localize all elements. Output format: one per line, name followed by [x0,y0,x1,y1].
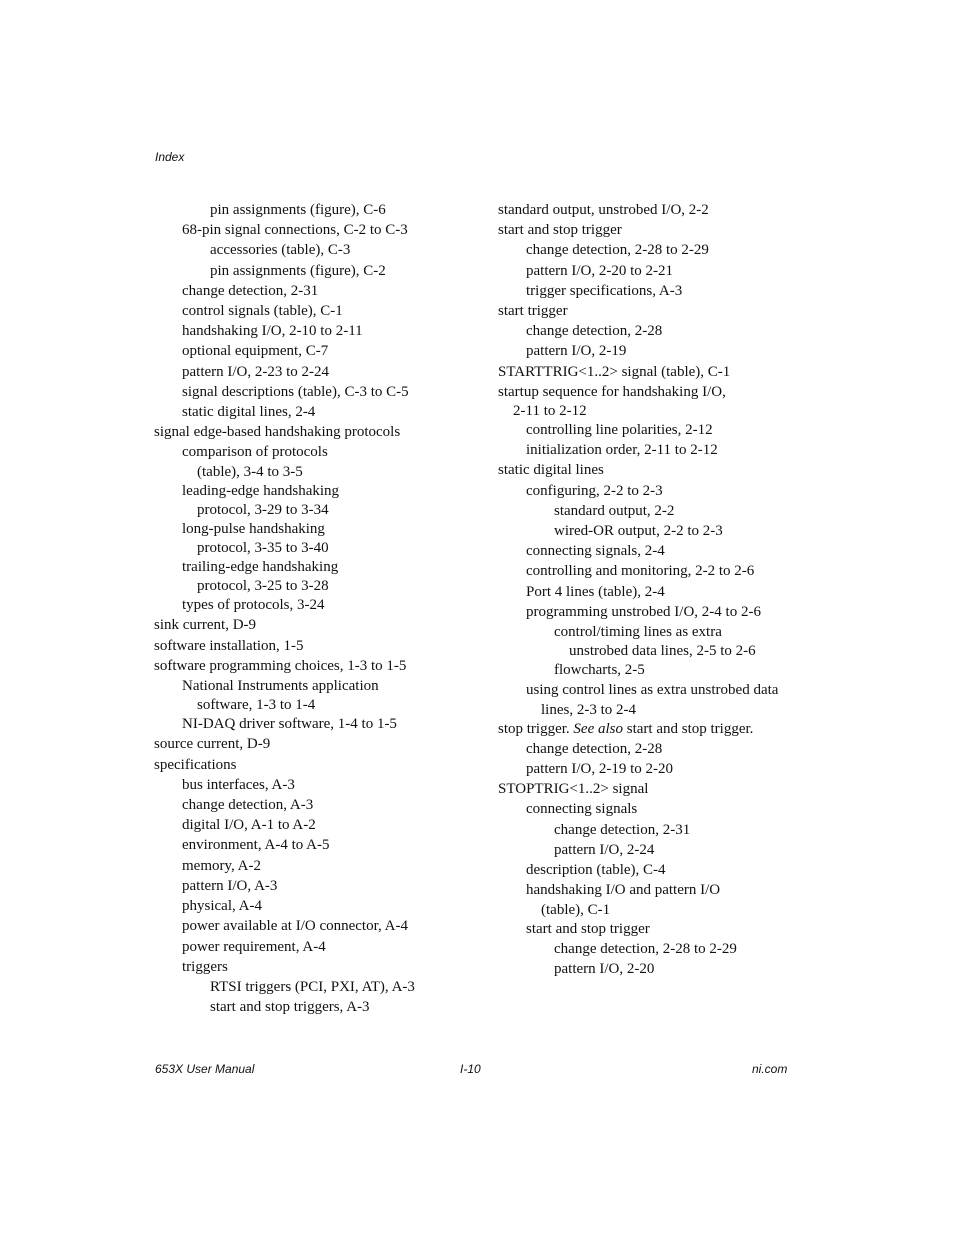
index-entry-text: control signals (table), C-1 [182,303,343,320]
index-entry-text: software installation, 1-5 [154,637,304,654]
index-entry [154,615,454,635]
index-entry [498,660,793,680]
index-entry [498,440,793,460]
index-entry-text: change detection, 2-28 [526,740,663,757]
index-entry-text: types of protocols, 3-24 [182,597,325,614]
index-entry [154,795,454,815]
index-entry-text: trigger specifications, A-3 [526,282,683,299]
index-entry-text: change detection, 2-31 [182,282,319,299]
index-entry [498,719,793,739]
index-entry-continuation: unstrobed data lines, 2-5 to 2-6 [569,643,756,660]
index-entry-text: National Instruments application [182,678,379,695]
index-entry-text: comparison of protocols [182,444,328,461]
index-entry-text: accessories (table), C-3 [210,242,351,259]
index-entry-continuation: software, 1-3 to 1-4 [197,697,316,714]
index-entry [154,341,454,361]
index-entry [154,519,454,557]
index-column-right [498,200,793,979]
index-entry-continuation: lines, 2-3 to 2-4 [541,701,636,718]
index-entry [154,321,454,341]
index-entry-text: standard output, unstrobed I/O, 2-2 [498,202,709,218]
index-entry-text: trailing-edge handshaking [182,559,339,576]
index-entry-text: start trigger [498,303,568,320]
index-entry [498,481,793,501]
running-header: Index [155,150,185,164]
index-entry-text: description (table), C-4 [526,862,666,879]
index-entry-text: pattern I/O, 2-20 [554,960,655,977]
index-entry-text: change detection, 2-31 [554,821,691,838]
index-entry-text: pattern I/O, 2-19 to 2-20 [526,761,674,778]
index-entry-continuation: 2-11 to 2-12 [513,403,587,420]
index-entry-text: connecting signals, 2-4 [526,543,665,560]
index-entry-text: static digital lines [498,462,604,479]
index-entry [154,301,454,321]
index-entry [154,442,454,480]
see-also-label: See also [573,720,623,737]
index-entry-text: pattern I/O, 2-19 [526,343,627,360]
index-entry [154,362,454,382]
index-entry-text: static digital lines, 2-4 [182,404,316,421]
index-entry-text: source current, D-9 [154,736,271,753]
index-entry-continuation: (table), C-1 [541,901,611,918]
index-entry [154,876,454,896]
index-entry-text: power available at I/O connector, A-4 [182,918,408,935]
index-entry-text: sink current, D-9 [154,617,257,634]
index-entry-text: standard output, 2-2 [554,502,675,519]
index-entry [498,521,793,541]
index-entry [498,959,793,979]
index-entry-text: long-pulse handshaking [182,520,325,537]
index-entry [498,860,793,880]
index-entry [498,919,793,939]
index-entry-text: STARTTRIG<1..2> signal (table), C-1 [498,363,731,380]
index-entry [154,636,454,656]
index-entry-text: pattern I/O, 2-20 to 2-21 [526,262,674,279]
index-entry-text: flowcharts, 2-5 [554,662,645,679]
footer-manual-title: 653X User Manual [155,1062,255,1076]
index-entry-text: Port 4 lines (table), 2-4 [526,583,665,600]
index-entry [498,220,793,240]
index-entry [154,676,454,714]
index-entry-text: stop trigger. [498,720,574,737]
index-entry-text: initialization order, 2-11 to 2-12 [526,442,718,459]
index-entry [498,420,793,440]
index-entry-text: triggers [182,958,228,975]
index-entry [498,799,793,819]
index-entry [154,402,454,422]
index-entry-text: physical, A-4 [182,898,262,915]
index-entry [154,977,454,997]
index-entry [498,820,793,840]
index-entry [154,957,454,977]
index-entry-text: handshaking I/O and pattern I/O [526,882,721,899]
index-entry-text: NI-DAQ driver software, 1-4 to 1-5 [182,716,397,733]
index-entry [498,200,793,220]
index-entry [498,880,793,918]
index-entry [498,622,793,660]
index-entry [498,460,793,480]
index-entry-text: pattern I/O, 2-24 [554,841,655,858]
index-entry [154,916,454,936]
index-entry-text: start and stop triggers, A-3 [210,999,370,1016]
index-entry-text: programming unstrobed I/O, 2-4 to 2-6 [526,603,761,620]
index-entry-text: start and stop trigger [526,920,650,937]
index-entry-text: digital I/O, A-1 to A-2 [182,817,316,834]
index-entry [498,301,793,321]
index-entry [498,680,793,718]
index-entry [498,362,793,382]
footer-website: ni.com [752,1062,788,1076]
index-entry [498,341,793,361]
cross-reference-target: start and stop trigger. [623,720,754,737]
index-column-left [154,200,454,1017]
index-entry [498,240,793,260]
index-entry-text: signal descriptions (table), C-3 to C-5 [182,383,409,400]
index-entry-continuation: (table), 3-4 to 3-5 [197,463,303,480]
index-entry-text: pin assignments (figure), C-2 [210,262,386,279]
index-entry-text: change detection, 2-28 to 2-29 [526,242,709,259]
index-entry [154,937,454,957]
index-entry-text: environment, A-4 to A-5 [182,837,330,854]
index-entry-text: RTSI triggers (PCI, PXI, AT), A-3 [210,978,415,995]
index-entry-text: wired-OR output, 2-2 to 2-3 [554,523,723,540]
index-entry-text: change detection, 2-28 [526,323,663,340]
index-entry [154,775,454,795]
index-entry [498,321,793,341]
index-entry [498,382,793,420]
index-entry [154,896,454,916]
index-entry-text: connecting signals [526,801,638,818]
index-entry-text: handshaking I/O, 2-10 to 2-11 [182,323,363,340]
index-entry [154,200,454,220]
index-entry [154,835,454,855]
index-entry-text: pattern I/O, A-3 [182,877,278,894]
index-entry [154,281,454,301]
index-entry-text: signal edge-based handshaking protocols [154,424,401,441]
index-entry-continuation: protocol, 3-29 to 3-34 [197,501,329,518]
index-entry [154,815,454,835]
index-entry [498,939,793,959]
index-entry [154,997,454,1017]
index-entry [154,734,454,754]
index-entry [154,261,454,281]
index-entry [498,840,793,860]
index-entry-text: change detection, A-3 [182,797,314,814]
index-entry [498,281,793,301]
index-entry-text: using control lines as extra unstrobed data [526,682,779,699]
index-entry-text: pin assignments (figure), C-6 [210,202,386,218]
index-entry [154,755,454,775]
index-entry [498,759,793,779]
index-entry-text: change detection, 2-28 to 2-29 [554,940,737,957]
index-entry-text: start and stop trigger [498,222,622,239]
index-entry [154,656,454,676]
index-entry [154,220,454,240]
index-entry-text: software programming choices, 1-3 to 1-5 [154,657,407,674]
index-entry [154,240,454,260]
index-entry-text: specifications [154,756,237,773]
index-entry [498,739,793,759]
index-entry-text: configuring, 2-2 to 2-3 [526,482,663,499]
index-entry-text: power requirement, A-4 [182,938,326,955]
index-entry-text: controlling line polarities, 2-12 [526,422,713,439]
index-entry-text: memory, A-2 [182,857,262,874]
index-entry [154,714,454,734]
index-entry [154,856,454,876]
index-entry [498,541,793,561]
index-entry [498,779,793,799]
index-entry-continuation: protocol, 3-25 to 3-28 [197,578,329,595]
index-entry-continuation: protocol, 3-35 to 3-40 [197,540,329,557]
footer-page-number: I-10 [460,1062,481,1076]
index-entry-text: optional equipment, C-7 [182,343,329,360]
index-entry-text: leading-edge handshaking [182,482,340,499]
index-entry-text: bus interfaces, A-3 [182,776,295,793]
index-entry [154,557,454,595]
index-entry-text: controlling and monitoring, 2-2 to 2-6 [526,563,755,580]
index-entry [498,602,793,622]
index-entry-text: control/timing lines as extra [554,624,722,641]
index-entry [154,595,454,615]
index-entry-text: pattern I/O, 2-23 to 2-24 [182,363,330,380]
index-entry [154,382,454,402]
index-entry-text: 68-pin signal connections, C-2 to C-3 [182,222,408,239]
index-entry [154,422,454,442]
index-entry-text: STOPTRIG<1..2> signal [498,781,649,798]
index-entry [498,501,793,521]
index-entry-text: startup sequence for handshaking I/O, [498,383,726,400]
index-entry [498,261,793,281]
index-entry [154,481,454,519]
index-entry [498,561,793,581]
index-entry [498,582,793,602]
